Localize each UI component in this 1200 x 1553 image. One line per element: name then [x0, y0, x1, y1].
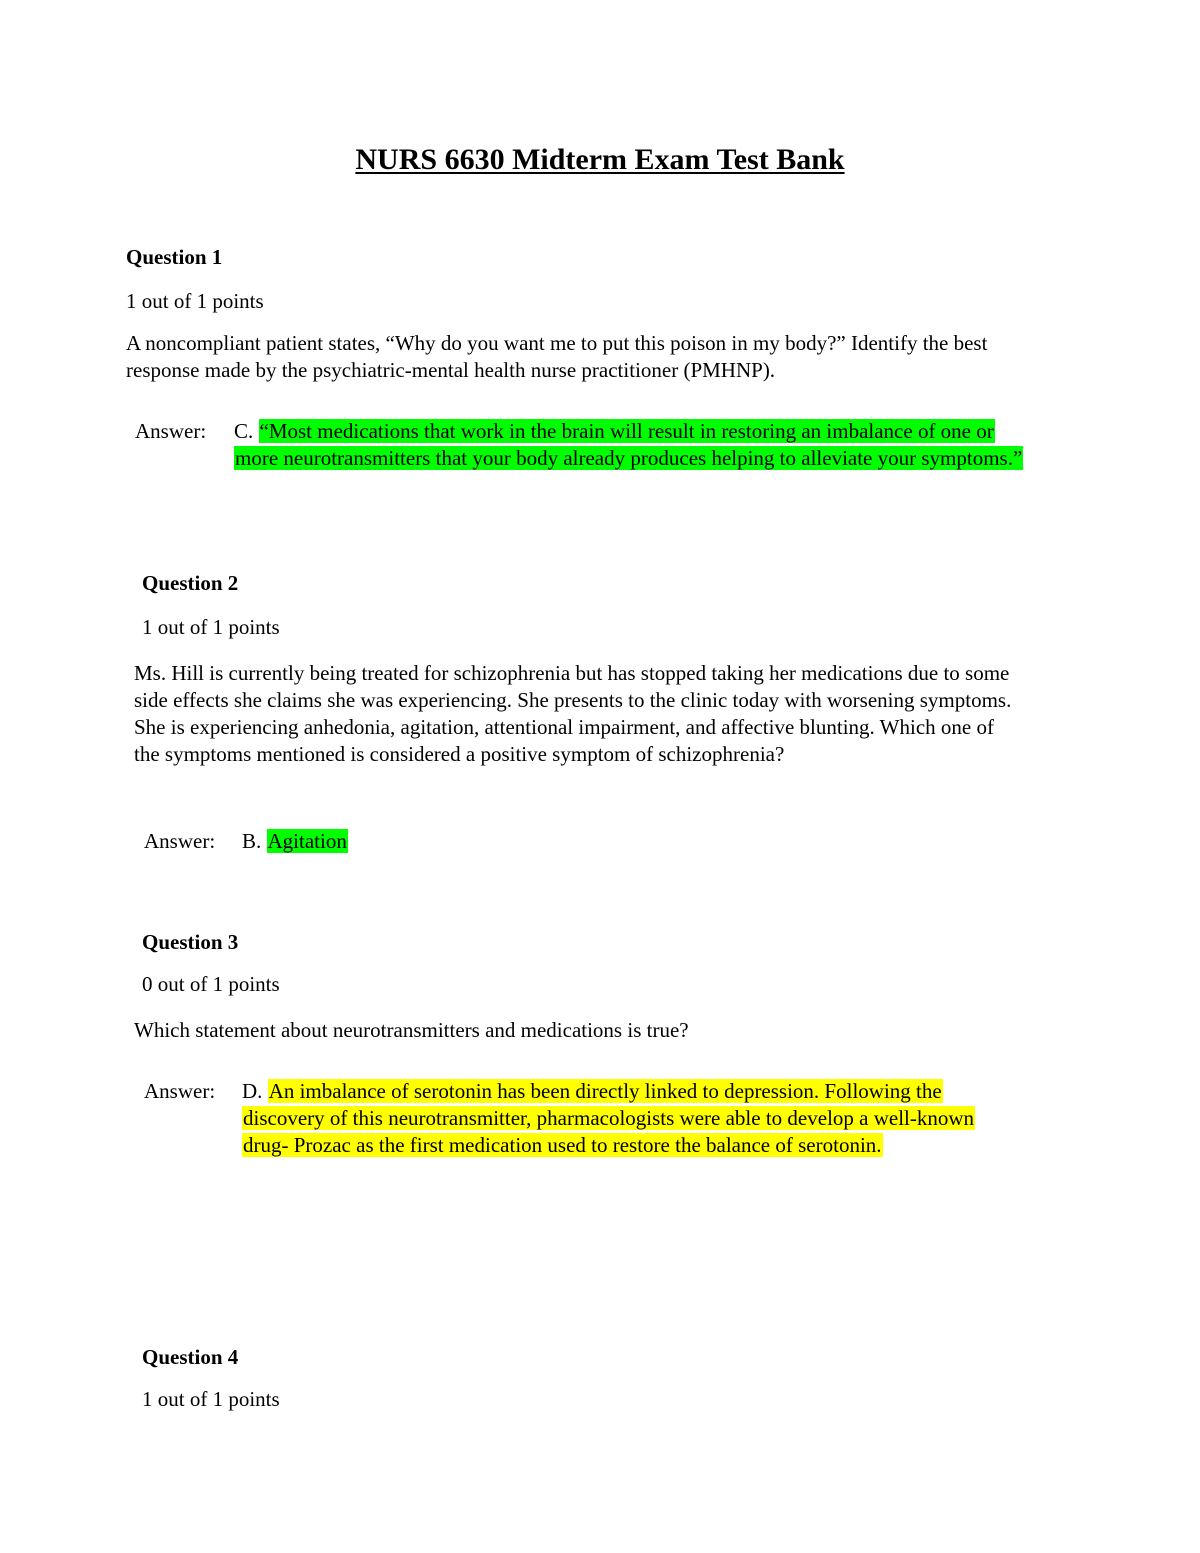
question-2-answer-letter: B. — [242, 829, 262, 853]
question-3-answer-text: An imbalance of serotonin has been directly linked to depression. Following the discovery of this neurotransmitter, pharmacologists were able to develop a well-known drug- Prozac as the first medication used to restore the balance of serotonin. — [243, 1079, 975, 1157]
question-4-points: 1 out of 1 points — [142, 1387, 280, 1411]
question-2-answer — [242, 828, 1042, 855]
question-3-answer-label: Answer: — [144, 1079, 216, 1103]
question-2-answer-label: Answer: — [144, 829, 216, 853]
question-3-text: Which statement about neurotransmitters and medications is true? — [134, 1018, 689, 1042]
question-2-answer-text: Agitation — [267, 829, 347, 853]
question-1-answer-text: “Most medications that work in the brain will result in restoring an imbalance of one or more neurotransmitters that your body already produces helping to alleviate your symptoms.” — [235, 419, 1023, 470]
question-4-heading: Question 4 — [142, 1345, 239, 1369]
question-1-answer — [234, 418, 1034, 472]
question-1-heading: Question 1 — [126, 245, 223, 269]
page-title: NURS 6630 Midterm Exam Test Bank — [355, 143, 845, 176]
question-1-answer-letter: C. — [234, 419, 254, 443]
question-2-text: Ms. Hill is currently being treated for schizophrenia but has stopped taking her medications due to some side effects she claims she was experiencing. She presents to the clinic today with worsening symptoms. She is experiencing anhedonia, agitation, attentional impairment, and affective blunting. Which one of the symptoms mentioned is considered a positive symptom of schizophrenia? — [134, 661, 1012, 766]
question-1-text: A noncompliant patient states, “Why do you want me to put this poison in my body?” Identify the best response made by the psychiatric-mental health nurse practitioner (PMHNP). — [126, 331, 988, 382]
question-1-answer-label: Answer: — [135, 419, 207, 443]
question-1-points: 1 out of 1 points — [126, 289, 264, 313]
question-3-answer — [242, 1078, 1022, 1159]
question-3-answer-letter: D. — [242, 1079, 263, 1103]
question-3-points: 0 out of 1 points — [142, 972, 280, 996]
question-3-heading: Question 3 — [142, 930, 239, 954]
question-2-points: 1 out of 1 points — [142, 615, 280, 639]
question-2-heading: Question 2 — [142, 571, 239, 595]
